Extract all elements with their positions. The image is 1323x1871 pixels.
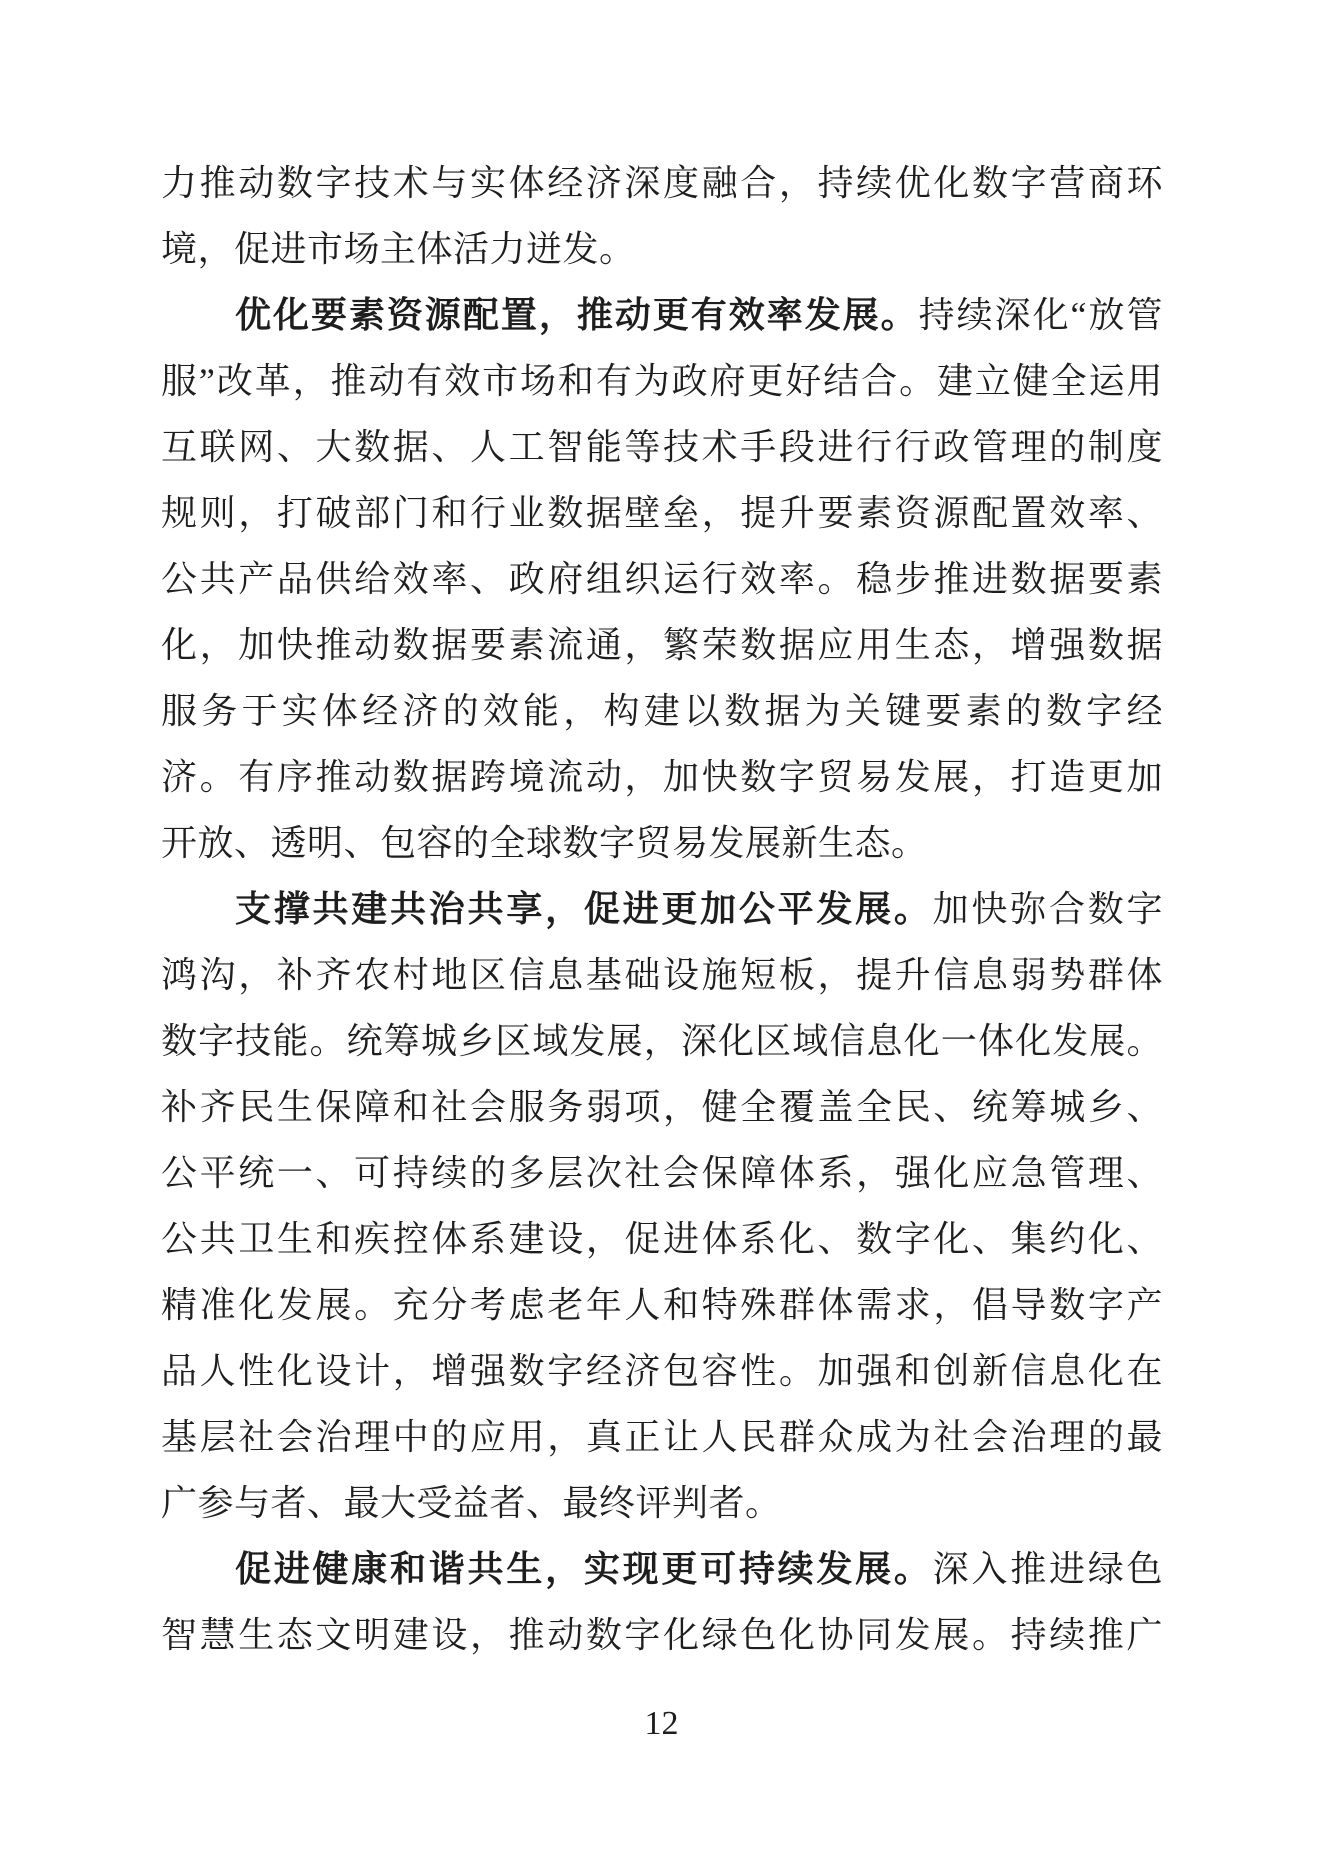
text-paragraph <box>161 150 1163 282</box>
text-line: 济。有序推动数据跨境流动，加快数字贸易发展，打造更加 <box>161 757 1163 797</box>
text-line <box>161 1536 1163 1602</box>
paragraph-lead-rest: 深入推进绿色 <box>932 1549 1163 1589</box>
text-paragraph <box>161 282 1163 876</box>
paragraph-lead: 优化要素资源配置，推动更有效率发展。 <box>235 295 919 335</box>
document-text-block <box>161 150 1163 1668</box>
text-line: 智慧生态文明建设，推动数字化绿色化协同发展。持续推广 <box>161 1615 1163 1655</box>
text-line: 数字技能。统筹城乡区域发展，深化区域信息化一体化发展。 <box>161 1021 1163 1061</box>
text-paragraph <box>161 876 1163 1536</box>
text-line: 规则，打破部门和行业数据壁垒，提升要素资源配置效率、 <box>161 493 1163 533</box>
text-line: 基层社会治理中的应用，真正让人民群众成为社会治理的最 <box>161 1417 1163 1457</box>
page-number: 12 <box>644 1705 679 1742</box>
text-line: 服务于实体经济的效能，构建以数据为关键要素的数字经 <box>161 691 1163 731</box>
text-line: 力推动数字技术与实体经济深度融合，持续优化数字营商环 <box>161 163 1163 203</box>
text-line: 公共产品供给效率、政府组织运行效率。稳步推进数据要素 <box>161 559 1163 599</box>
paragraph-lead: 支撑共建共治共享，促进更加公平发展。 <box>235 889 933 929</box>
text-line: 境，促进市场主体活力迸发。 <box>161 229 636 269</box>
text-line: 开放、透明、包容的全球数字贸易发展新生态。 <box>161 823 928 863</box>
text-line <box>161 876 1163 942</box>
text-line: 广参与者、最大受益者、最终评判者。 <box>161 1483 782 1523</box>
paragraph-lead-rest: 加快弥合数字 <box>932 889 1163 929</box>
text-line: 公共卫生和疾控体系建设，促进体系化、数字化、集约化、 <box>161 1219 1163 1259</box>
text-line <box>161 282 1163 348</box>
text-line: 化，加快推动数据要素流通，繁荣数据应用生态，增强数据 <box>161 625 1163 665</box>
text-paragraph <box>161 1536 1163 1668</box>
paragraph-lead-rest: 持续深化“放管 <box>918 295 1163 335</box>
text-line: 公平统一、可持续的多层次社会保障体系，强化应急管理、 <box>161 1153 1163 1193</box>
text-line: 品人性化设计，增强数字经济包容性。加强和创新信息化在 <box>161 1351 1163 1391</box>
text-line: 服”改革，推动有效市场和有为政府更好结合。建立健全运用 <box>161 361 1163 401</box>
text-line: 补齐民生保障和社会服务弱项，健全覆盖全民、统筹城乡、 <box>161 1087 1163 1127</box>
text-line: 鸿沟，补齐农村地区信息基础设施短板，提升信息弱势群体 <box>161 955 1163 995</box>
text-line: 互联网、大数据、人工智能等技术手段进行行政管理的制度 <box>161 427 1163 467</box>
paragraph-lead: 促进健康和谐共生，实现更可持续发展。 <box>235 1549 933 1589</box>
text-line: 精准化发展。充分考虑老年人和特殊群体需求，倡导数字产 <box>161 1285 1163 1325</box>
